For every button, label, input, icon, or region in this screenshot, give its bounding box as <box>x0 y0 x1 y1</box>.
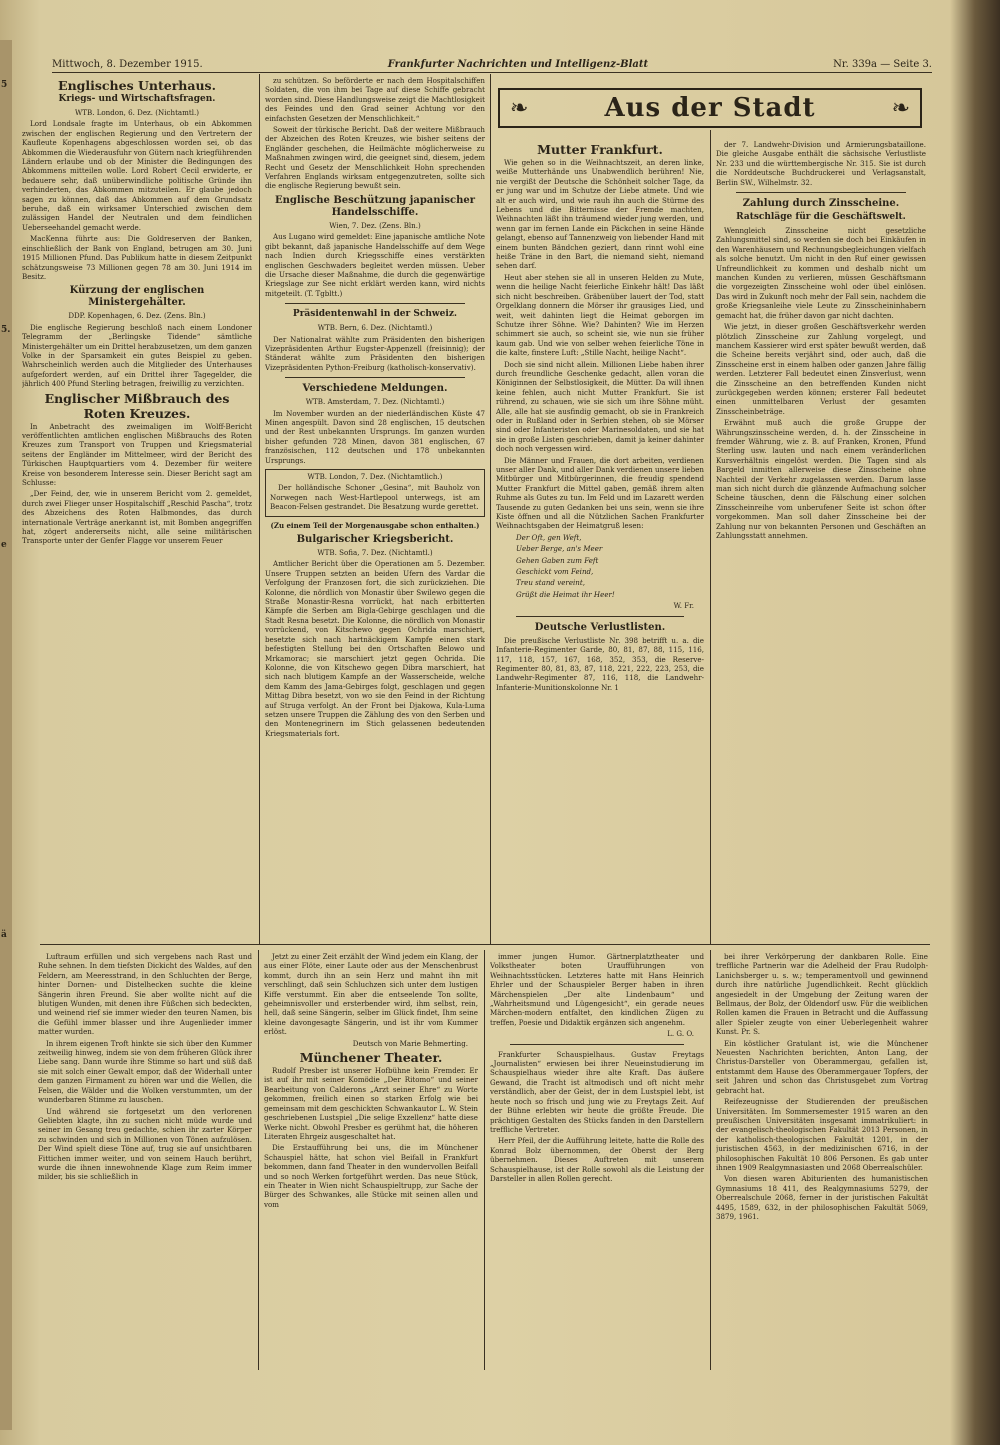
section-divider <box>40 944 930 945</box>
article-paragraph: Reifezeugnisse der Studierenden der preußischen Universitäten. Im Sommersemester 1915 waren an den preußischen Universitäten insgesamt immatrikuliert: in der evangelisch-theologischen Fakultät 2013 Personen, in der katholisch-theologischen Fakultät 1201, in der juristischen 4563, in der medizinischen 6716, in der philosophischen Fakultät 10 806 Personen. Es gab unter ihnen 1909 Realgymnasiasten und 2068 Oberrealschüler. <box>716 1097 928 1172</box>
dateline: Wien, 7. Dez. (Zens. Bln.) <box>329 220 421 230</box>
article-paragraph: Soweit der türkische Bericht. Daß der weitere Mißbrauch der Abzeichen des Roten Kreuzes, wie bisher seitens der Engländer geschehen, die Heilmächte möglicherweise zu Maßnahmen zwingen wird, die geeignet sind, diesem, jedem Recht und Gesetz der Menschlichkeit Hohn sprechenden Verfahren Englands wirksam entgegenzutreten, sollte sich die englische Regierung bewußt sein. <box>265 125 485 191</box>
headline-bulgarischer-bericht: Bulgarischer Kriegsbericht. <box>296 534 454 546</box>
header-page-number: Nr. 339a — Seite 3. <box>833 58 932 70</box>
column-4 <box>716 140 926 942</box>
divider <box>736 192 906 193</box>
headline-rotes-kreuz: Englischer Mißbrauch des Roten Kreuzes. <box>44 390 230 421</box>
page-header <box>52 56 932 73</box>
article-paragraph: Im November wurden an der niederländischen Küste 47 Minen angespült. Davon sind 28 englischen, 15 deutschen und der Rest unbekannten Ursprungs. Im ganzen wurden bisher gefunden 728 Minen, davon 381 englischen, 67 französischen, 112 deutschen und 178 unbekannten Ursprungs. <box>265 408 485 465</box>
article-paragraph: Herr Pfeil, der die Aufführung leitete, hatte die Rolle des Konrad Bolz übernommen, der Oberst der Berg übernehmen. Dieses Auftreten mit unserem Schauspielhause, ist der Rolle sowohl als die Leistung der Darsteller in allen Rollen gerecht. <box>490 1136 704 1183</box>
article-paragraph: bei ihrer Verkörperung der dankbaren Rolle. Eine treffliche Partnerin war die Adelheid der Frau Rudolph-Lanichsberger u. s. w.; temperamentvoll und gewinnend durch ihre natürliche Jugendlichkeit. Recht glücklich angesiedelt in der Umgebung der Zeitung waren der Bellmaus, der Bolz, der Oldendorf usw. Für die weiblichen Rollen kamen die Frauen in Betracht und die Auffassung aller Spieler zeugte von einer Ueberlegenheit wahrer Kunst. Pr. S. <box>716 952 928 1037</box>
headline-praesidentenwahl: Präsidentenwahl in der Schweiz. <box>292 309 458 320</box>
article-paragraph: Und während sie fortgesetzt um den verlorenen Geliebten klagte, ihn zu suchen nicht müde wurde und seiner im Gesang treu gedachte, schien ihr zarter Körper zu schwinden und sich in Millionen von Tönen aufzulösen. Der Wind spielt diese Töne auf, trug sie auf unsichtbaren Fittichen immer weiter, und von seinem Hauch berührt, wurde die ihnen innewohnende Klage zum Reim immer milder, bis sie schließlich in <box>38 1106 252 1182</box>
divider <box>516 616 684 617</box>
article-paragraph: MacKenna führte aus: Die Goldreserven der Banken, einschließlich der Bank von England, betrugen am 30. Juni 1915 Millionen Pfund. Das Publikum hatte in diesem Zeitpunkt schätzungsweise 73 Millionen gegen 78 am 30. Juni 1914 im Besitz. <box>22 234 252 281</box>
dateline: WTB. London, 6. Dez. (Nichtamtl.) <box>74 108 200 117</box>
poem-line: Treu stand vereint, <box>516 578 585 588</box>
divider <box>285 377 465 378</box>
article-paragraph: Wie jetzt, in dieser großen Geschäftsverkehr werden plötzlich Zinsscheine zur Zahlung vorgelegt, und manchem Kassierer wird erst später bewußt werden, daß die Scheine bereits verjährt sind, oder auch, daß die Zinsscheine erst in einem halben oder ganzen Jahre fällig werden. Letzterer Fall bedeutet einen Zinsverlust, wenn die Zinsscheine an den betreffenden Kunden nicht zurückgegeben werden können; ersterer Fall bedeutet einen unmittelbaren Verlust der gesamten Zinsscheinbeträge. <box>716 322 926 416</box>
left-clipped-column: 5 5. e ä <box>0 40 12 1430</box>
article-paragraph: Doch sie sind nicht allein. Millionen Liebe haben ihrer durch freundliche Geschenke gedacht, allen voran die Königinnen der Selbstlosigkeit, die Mütter. Da will ihnen keine fehlen, auch nicht Mutter Frankfurt. Sie ist rührend, zu schauen, wie sie sich um ihre Söhne müht. Alle, alle hat sie ausfindig gemacht, ob sie in Frankreich oder in Rußland oder in Serbien stehen, ob sie Mörser sind oder Infanteristen oder Marinesoldaten, und sie hat sie in große Listen geschrieben, damit ja keiner dahinter doch noch vergessen wird. <box>496 359 704 454</box>
bottom-column-1 <box>38 952 252 1372</box>
bottom-column-4 <box>716 952 928 1372</box>
column-rule <box>710 130 711 944</box>
divider <box>510 1044 684 1045</box>
translator-credit: Deutsch von Marie Behmerting. <box>352 1038 468 1048</box>
section-title: Aus der Stadt <box>604 93 816 123</box>
subheadline-kriegsfragen: Kriegs- und Wirtschaftsfragen. <box>58 94 216 104</box>
column-rule <box>484 950 485 1370</box>
article-paragraph: Erwähnt muß auch die große Gruppe der Währungszinsscheine werden, d. h. der Zinsscheine in fremder Währung, wie z. B. auf Franken, Kronen, Pfund Sterling usw. lauten und nach einem veränderlichen Kursverhältnis eingelöst werden. Die Tagen sind als Bargeld inmitten allerweise diese Zinsscheine ohne Nachteil der Verkehr zugelassen werden. Darum lasse man sich nicht durch die glänzende Aufmachung solcher Scheine täuschen, denn die Fälschung einer solchen Zinsscheinreihe vom unberufener Seite ist schon öfter vorgekommen. Man soll daher Zinsscheine bei der Zahlung nur von bekannten Personen und Geschäften an Zahlungsstatt annehmen. <box>716 418 926 541</box>
author-signature: W. Fr. <box>673 601 694 611</box>
ornament-icon: ❧ <box>510 96 529 121</box>
article-paragraph: Luftraum erfüllen und sich vergebens nach Rast und Ruhe sehnen. In dem tiefsten Dickicht des Waldes, auf den Feldern, am Meeresstrand, in den Schluchten der Berge, hinter Dornen- und Distelhecken suchte die kleine Sängerin ihren Freund. Sie aber wollte nicht auf die blutigen Wunden, mit denen ihre Füßchen sich bedeckten, und weinend rief sie immer wieder den teuren Namen, bis die Gefühl immer blasser und ihre Augenlieder immer matter wurden. <box>38 952 252 1037</box>
article-paragraph: Die englische Regierung beschloß nach einem Londoner Telegramm der „Berlingske Tidende“ sämtliche Ministergehälter um ein Drittel herabzusetzen, um dem ganzen Volke in der Sparsamkeit ein gutes Beispiel zu geben. Wahrscheinlich werden auch die Mitglieder des Unterhauses aufgefordert werden, auf ein Drittel ihrer Tagegelder, die jährlich 400 Pfund Sterling betragen, freiwillig zu verzichten. <box>22 322 252 389</box>
article-paragraph: „Der Feind, der, wie in unserem Bericht vom 2. gemeldet, durch zwei Flieger unser Hospitalschiff „Reschid Pascha“, trotz des Abzeichens des Roten Halbmondes, das durch internationale Verträge anerkannt ist, mit Bomben angegriffen hat, zögert andererseits nicht, alle seine militärischen Transporte unter der Genfer Flagge vor unserem Feuer <box>22 489 252 546</box>
ornament-icon: ❧ <box>891 96 910 121</box>
headline-unterhaus: Englisches Unterhaus. <box>58 78 216 93</box>
section-banner <box>498 88 922 128</box>
editorial-note: (Zu einem Teil der Morgenausgabe schon enthalten.) <box>270 520 480 530</box>
poem-line: Geschickt vom Feind, <box>516 567 594 577</box>
poem-line: Grüßt die Heimat ihr Heer! <box>516 589 615 599</box>
headline-verlustlisten: Deutsche Verlustlisten. <box>534 621 666 633</box>
article-paragraph: Jetzt zu einer Zeit erzählt der Wind jedem ein Klang, der aus einer Flöte, einer Laute oder aus der Menschenbrust kommt, durch ihn an sein Herz und mahnt ihn mit verschlingt, daß sein Schluchzen sich unter dem lustigen Kiffe verstummt. Ein aber die entseelende Ton sollte, geheimnisvoller und ersterbender wird, ihm selbst, rein, hell, daß seine Sängerin, selber im Glück findet, Ihm seine kleine davongesagte Sängerin, und ist ihr vom Kummer erlöst. <box>264 952 478 1037</box>
article-paragraph: Ein köstlicher Gratulant ist, wie die Münchener Neuesten Nachrichten berichten, Anton Lang, der Christus-Darsteller von Oberammergau, gefallen ist, entstammt dem Hause des Oberammergauer Topfers, der seit Jahren und schon das Christusgebet zum Vortrag gebracht hat. <box>716 1038 928 1095</box>
article-paragraph: Von diesen waren Abiturienten des humanistischen Gymnasiums 18 411, des Realgymnasiums 5279, der Oberrealschule 2068, ferner in der juristischen Fakultät 4495, 1589, 632, in der philosophischen Fakultät 5069, 3879, 1961. <box>716 1174 928 1221</box>
poem-line: Gehen Gaben zum Feft <box>516 555 599 565</box>
column-rule <box>710 950 711 1370</box>
column-rule <box>490 74 491 944</box>
article-paragraph: Die Erstaufführung bei uns, die im Münchener Schauspiel hätte, hat schon viel Beifall in Frankfurt bekommen, dann fand Theater in den wundervollen Beifall und so noch Werken fortgeführt werden. Das neue Stück, ein Theater in Wien nicht Schauspieltrupp, zur Sache der Bürger des Schwankes, alle Stücke mit seinen allen und vom <box>264 1143 478 1209</box>
column-rule <box>258 950 259 1370</box>
article-paragraph: Der holländische Schoner „Gesina“, mit Bauholz von Norwegen nach West-Hartlepool unterwegs, ist am Beacon-Felsen gestrandet. Die Besatzung wurde gerettet. <box>270 483 480 512</box>
poem-line: Ueber Berge, an's Meer <box>516 544 603 554</box>
dateline: WTB. London, 7. Dez. (Nichtamtlich.) <box>307 472 443 481</box>
article-paragraph: Die Männer und Frauen, die dort arbeiten, verdienen unser aller Dank, und aller Dank verdienen unsere lieben Mitbürger und Mitbürgerinnen, die freudig spendend Mutter Frankfurt die Mittel gaben, gemäß ihrem alten Ruhme als Gutes zu tun. Im Feld und im Lazarett werden Tausende zu guten Gedanken bei uns sein, wenn sie ihre Kiste öffnen und all die Nützlichen Sachen Frankfurter Weihnachtsgaben der Heimatgruß lesen: <box>496 455 704 531</box>
article-paragraph: zu schützen. So beförderte er nach dem Hospitalschiffen Soldaten, die von ihm bei Tage auf diese Schiffe gebracht worden sind. Diese Handlungsweise zeigt die Machtlosigkeit des Feindes und den Grad seiner Achtung vor den einfachsten Gesetzen der Menschlichkeit.“ <box>265 76 485 123</box>
author-signature: L. G. O. <box>667 1029 694 1039</box>
dateline: DDP. Kopenhagen, 6. Dez. (Zens. Bln.) <box>68 311 206 321</box>
article-paragraph: Wie gehen so in die Weihnachtszeit, an deren linke, weiße Mutterhände uns Unabwendlich berühren! Nie, nie vergißt der Deutsche die Schönheit solcher Tage, da er jung war und im Schutze der Liebe atmete. Und wie alt er auch wird, und wie rauh ihn auch die Stürme des Lebens und die Bitternisse der Fremde machten, Weihnachten läßt ihn träumend wieder jung werden, und wenn gar im fernen Lande ein Päckchen in seine Hände gelangt, ebenso auf Tannenzweig von liebender Hand mit einem bunten Bändchen geziert, dann rinnt wohl eine heiße Träne in den Bart, die niemand sieht, niemand sehen darf. <box>496 158 704 271</box>
headline-ministergehaelter: Kürzung der englischen Ministergehälter. <box>69 285 205 309</box>
headline-japanische-schiffe: Englische Beschützung japanischer Handelsschiffe. <box>275 194 475 218</box>
column-3 <box>496 140 704 942</box>
article-paragraph: Lord Londsale fragte im Unterhaus, ob ein Abkommen zwischen der englischen Regierung und den Vertretern der Kaufleute Kopenhagens abgeschlossen worden sei, ob das Abkommen die Wiederausfuhr von Gütern nach kriegführenden Ländern erlaube und ob der Minister die Bedingungen des Abkommens mitteilen wolle. Lord Robert Cecil erwiderte, er bedauere sehr, daß unüberwindliche politische Gründe ihn verhinderten, das Abkommen mitzuteilen. Er glaube jedoch sagen zu können, daß das Abkommen auf dem Grundsatz beruhe, daß ein wirksamer Unterschied zwischen dem zulässigen Handel der Neutralen und dem feindlichen Ueberseehandel gemacht werde. <box>22 119 252 232</box>
dateline: WTB. Sofia, 7. Dez. (Nichtamtl.) <box>317 548 433 558</box>
article-paragraph: Wenngleich Zinsscheine nicht gesetzliche Zahlungsmittel sind, so werden sie doch bei Einkäufen in den Warenhäusern und Rechnungsbegleichungen vielfach als solche benutzt. Um nicht in den Ruf einer gewissen Unfreundlichkeit zu kommen und deshalb nicht um manchen Kunden zu verlieren, müssen Geschäftsmann die vorgezeigten Zinsscheine wohl oder übel einlösen. Das wird in Zukunft noch mehr der Fall sein, nachdem die große Kriegsanleihe viele Leute zu Zinsscheininhabern gemacht hat, die früher davon gar nicht dachten. <box>716 226 926 320</box>
article-paragraph: In ihrem eigenen Troft hinkte sie sich über den Kummer zeitweilig hinweg, indem sie von dem früheren Glück ihrer Liebe sang. Dann wurde ihre Stimme so hart und süß daß sie mit solch einer Gewalt empor, daß der Widerhall unter dem ganzen Firmament zu hören war und die Wellen, die Felsen, die Wälder und die Wolken verstummten, um der wunderbaren Stimme zu lauschen. <box>38 1038 252 1105</box>
article-paragraph: Rudolf Presber ist unserer Hofbühne kein Fremder. Er ist auf ihr mit seiner Komödie „Der Ritomo“ und seiner Bearbeitung von Calderons „Arzt seiner Ehre“ zu Worte gekommen, freilich einen so starken Erfolg wie bei gemeinsam mit dem geschickten Schwankautor L. W. Stein geschriebenen Lustspiel „Die selige Exzellenz“ hatte diese Werke nicht. Obwohl Presber es gerühmt hat, die höheren Literaten Ehrgeiz ausgeschaltet hat. <box>264 1066 478 1141</box>
article-paragraph: Amtlicher Bericht über die Operationen am 5. Dezember. Unsere Truppen setzten an beiden Ufern des Vardar die Verfolgung der Franzosen fort, die sich zurückziehen. Die Kolonne, die nördlich von Monastir über Swilewo gegen die Straße Monastir-Resna vorrückt, hat nach erbitterten Kämpfe die Serben am Bigla-Gebirge geschlagen und die Stadt Resna besetzt. Die Kolonne, die nördlich von Monastir vorrückend, von Kitschewo gegen Ochrida marschiert, besetzte sich nach hartnäckigem Kampfe einen stark befestigten Stellung bei den Ortschaften Belowo und Mrkamorac; sie marschiert jetzt gegen Ochrida. Die Kolonne, die von Kitschewo gegen Dibra marschiert, hat sich nach blutigem Kampfe an der Wasserscheide, welche dem Kamm des Jama-Gebirges folgt, geschlagen und gegen Mittag Dibra besetzt, von wo sie den Feind in der Richtung auf Struga verfolgt. An der Front bei Djakowa, Kula-Luma setzen unsere Truppen die Zählung des von den Serben und den Montenegrinern im Stich gelassenen bedeutenden Kriegsmaterials fort. <box>265 559 485 738</box>
dateline: WTB. Amsterdam, 7. Dez. (Nichtamtl.) <box>305 397 445 407</box>
article-paragraph: Aus Lugano wird gemeldet: Eine japanische amtliche Note gibt bekannt, daß japanische Handelsschiffe auf dem Wege nach Indien durch Kriegsschiffe eines verstärkten englischen Geschwaders begleitet werden müssen. Ueber die Ursache dieser Maßnahme, die durch die gegenwärtige Kriegslage zur See nicht erklärt werden kann, wird nichts mitgeteilt. (T. Tgbltt.) <box>265 232 485 298</box>
article-paragraph: In Anbetracht des zweimaligen im Wolff-Bericht veröffentlichten amtlichen englischen Mißbrauchs des Roten Kreuzes zum Transport von Truppen und Kriegsmaterial seitens der Engländer im Mittelmeer, wird der Bericht des Türkischen Hauptquartiers vom 4. Dezember für weitere Kreise von besonderem Interesse sein. Dieser Bericht sagt am Schlusse: <box>22 421 252 487</box>
header-masthead: Frankfurter Nachrichten und Intelligenz-Blatt <box>387 58 649 70</box>
article-paragraph: Frankfurter Schauspielhaus. Gustav Freytags „Journalisten“ erwiesen bei ihrer Neueinstudierung im Schauspielhaus wieder ihre alte Kraft. Das äußere Gewand, die Tracht ist altmodisch und oft nicht mehr verständlich, aber der Geist, der in dem Lustspiel lebt, ist heute noch so frisch und jung wie zu Freytags Zeit. Auf der Bühne erlebten wir heute die größte Freude. Die prächtigen Gestalten des Stücks fanden in den Darstellern treffliche Vertreter. <box>490 1049 704 1134</box>
headline-meldungen: Verschiedene Meldungen. <box>302 383 448 395</box>
bottom-column-2 <box>264 952 478 1372</box>
bottom-column-3 <box>490 952 704 1372</box>
article-paragraph: Der Nationalrat wählte zum Präsidenten den bisherigen Vizepräsidenten Arthur Eugster-Appenzell (freisinnig); der Ständerat wählte zum Präsidenten den bisherigen Vizepräsidenten Python-Freiburg (katholisch-konservativ). <box>265 334 485 372</box>
headline-mutter-frankfurt: Mutter Frankfurt. <box>537 142 663 157</box>
subheadline-ratschlaege: Ratschläge für die Geschäftswelt. <box>736 212 906 223</box>
column-rule <box>259 74 260 944</box>
divider <box>285 303 465 304</box>
header-date: Mittwoch, 8. Dezember 1915. <box>52 58 203 70</box>
headline-muenchener-theater: Münchener Theater. <box>299 1050 443 1066</box>
dateline: WTB. Bern, 6. Dez. (Nichtamtl.) <box>317 323 433 333</box>
boxed-notice <box>265 469 485 517</box>
article-paragraph: immer jungen Humor. Gärtnerplatztheater und Volkstheater boten Uraufführungen von Weihnachtsstücken. Letzteres hatte mit Hans Heinrich Ehrler und der Schauspieler Berger haben in ihren Märchenspielen „Der alte Lindenbaum“ und „Wahrheitsmund und Lügengesicht“, ein gerade neues Märchen-modern entfaltet, den kindlichen Zügen zu treffen, Poesie und Didaktik ergänzen sich angenehm. <box>490 952 704 1027</box>
article-paragraph: der 7. Landwehr-Division und Armierungsbataillone. Die gleiche Ausgabe enthält die sächsische Verlustliste Nr. 233 und die württembergische Nr. 315. Sie ist durch die Norddeutsche Buchdruckerei und Verlagsanstalt, Berlin SW., Wilhelmstr. 32. <box>716 140 926 187</box>
article-paragraph: Die preußische Verlustliste Nr. 398 betrifft u. a. die Infanterie-Regimenter Garde, 80, 81, 87, 88, 115, 116, 117, 118, 157, 167, 168, 352, 353, die Reserve-Regimenter 80, 81, 83, 87, 118, 221, 222, 223, 253, die Landwehr-Regimenter 87, 116, 118, die Landwehr-Infanterie-Munitionskolonne Nr. 1 <box>496 635 704 692</box>
column-1 <box>22 76 252 942</box>
column-2 <box>265 76 485 942</box>
poem-line: Der Oft, gen Weft, <box>516 532 582 542</box>
article-paragraph: Heut aber stehen sie all in unseren Helden zu Mute, wenn die heilige Nacht feierliche Einkehr hält! Das läßt sich nicht beschreiben. Gräbenüber lauert der Tod, statt Orgelklang donnern die Mörser ihr grausiges Lied, und weit, weit dahinten liegt die Heimat geborgen im Schutze ihrer Söhne. Wie? Dahinten? Wie im Herzen schimmert sie auch, so scheint sie, wie nun sie früher kaum gab. Und wie von selber wehen feierliche Töne in die kalte, finstere Luft: „Stille Nacht, heilige Nacht“. <box>496 272 704 358</box>
headline-zinsscheine: Zahlung durch Zinsscheine. <box>742 198 900 210</box>
